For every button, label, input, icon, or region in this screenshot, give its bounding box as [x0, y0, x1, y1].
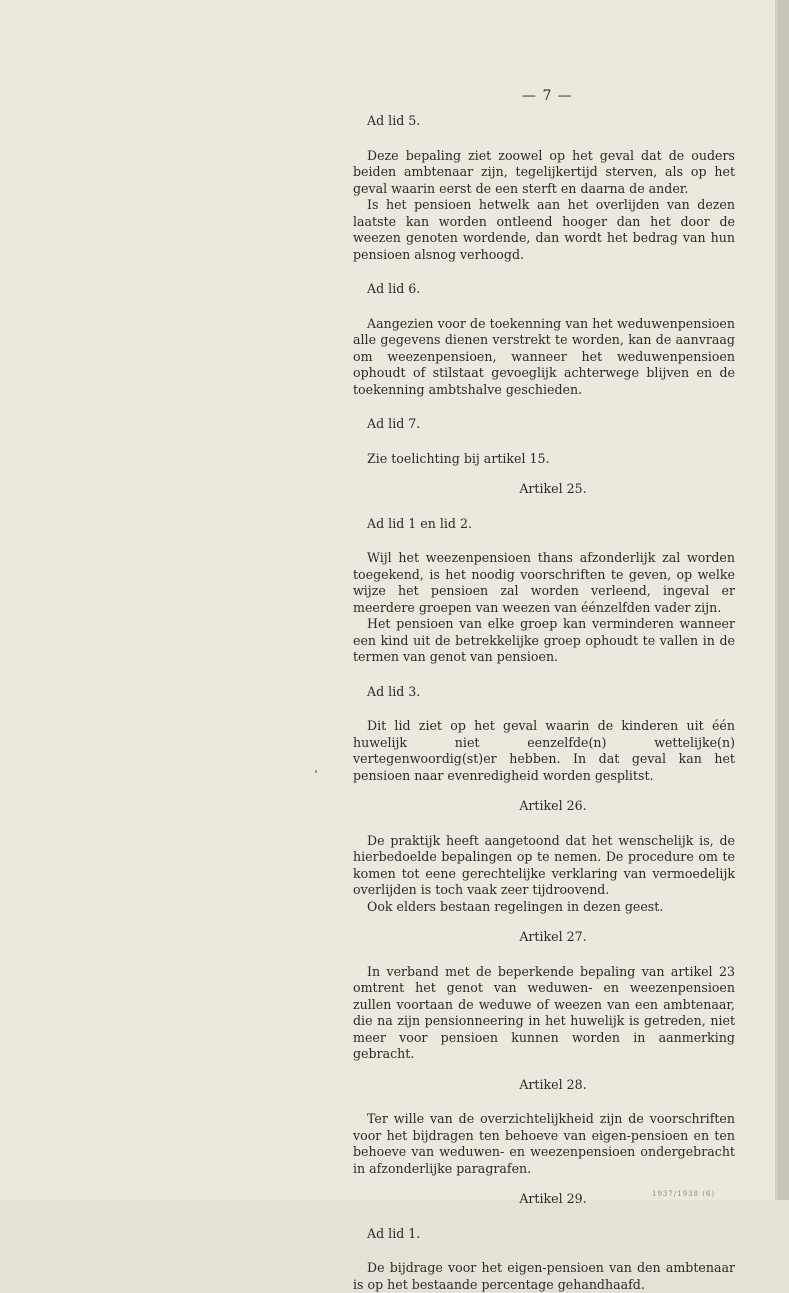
- paragraph: De bijdrage voor het eigen-pensioen van den ambtenaar is op het bestaande percentage gehandhaafd.: [353, 1260, 735, 1292]
- paper-speck: [315, 770, 317, 773]
- paragraph: Zie toelichting bij artikel 15.: [367, 450, 550, 466]
- page-edge: [778, 0, 789, 1200]
- page-body: [353, 113, 735, 1293]
- article-heading: Artikel 27.: [519, 929, 587, 944]
- paragraph: Ook elders bestaan regelingen in dezen geest.: [367, 898, 664, 914]
- page-number: — 7 —: [522, 88, 573, 104]
- paragraph: Het pensioen van elke groep kan verminderen wanneer een kind uit de betrekkelijke groep ophoudt te vallen in de termen van genot van pensioen.: [353, 616, 735, 664]
- subsection-heading: Ad lid 6.: [367, 281, 421, 296]
- article-heading: Artikel 26.: [519, 798, 587, 813]
- paragraph: Wijl het weezenpensioen thans afzonderlijk zal worden toegekend, is het noodig voorschriften te geven, op welke wijze het pensioen zal worden verleend, ingeval er meerdere groepen van weezen van éénzelfden vader zijn.: [353, 550, 735, 615]
- paragraph: Ter wille van de overzichtelijkheid zijn de voorschriften voor het bijdragen ten behoeve van eigen-pensioen en ten behoeve van weduwen- en weezenpensioen ondergebracht in afzonderlijke paragrafen.: [353, 1111, 735, 1176]
- article-heading: Artikel 25.: [519, 481, 587, 496]
- article-heading: Artikel 28.: [519, 1076, 587, 1092]
- paragraph: Dit lid ziet op het geval waarin de kinderen uit één huwelijk niet eenzelfde(n) wettelijke(n) vertegenwoordig(st)er hebben. In dat geval kan het pensioen naar evenredigheid worden gesplitst.: [353, 718, 735, 783]
- subsection-heading: Ad lid 7.: [367, 416, 421, 431]
- article-heading: Artikel 29.: [519, 1191, 587, 1206]
- paragraph: Is het pensioen hetwelk aan het overlijden van dezen laatste kan worden ontleend hooger dan het door de weezen genoten wordende, dan wordt het bedrag van hun pensioen alsnog verhoogd.: [353, 197, 735, 262]
- paragraph: In verband met de beperkende bepaling van artikel 23 omtrent het genot van weduwen- en weezenpensioen zullen voortaan de weduwe of weezen van een ambtenaar, die na zijn pensionneering in het huwelijk is getreden, niet meer voor pensioen kunnen worden in aanmerking gebracht.: [353, 963, 735, 1061]
- subsection-heading: Ad lid 5.: [367, 113, 421, 128]
- paragraph: Aangezien voor de toekenning van het weduwenpensioen alle gegevens dienen verstrekt te worden, kan de aanvraag om weezenpensioen, wanneer het weduwenpensioen ophoudt of stilstaat gevoeglijk achterwege blijven en de toekenning ambtshalve geschieden.: [353, 315, 735, 397]
- subsection-heading: Ad lid 1 en lid 2.: [367, 515, 472, 531]
- subsection-heading: Ad lid 1.: [367, 1225, 421, 1241]
- paragraph: De praktijk heeft aangetoond dat het wenschelijk is, de hierbedoelde bepalingen op te nemen. De procedure om te komen tot eene gerechtelijke verklaring van vermoedelijk overlijden is toch vaak zeer tijdroovend.: [353, 832, 735, 897]
- footer-code: 1937/1938 (6): [652, 1190, 716, 1198]
- subsection-heading: Ad lid 3.: [367, 683, 421, 699]
- paragraph: Deze bepaling ziet zoowel op het geval dat de ouders beiden ambtenaar zijn, tegelijkertijd sterven, als op het geval waarin eerst de een sterft en daarna de ander.: [353, 147, 735, 196]
